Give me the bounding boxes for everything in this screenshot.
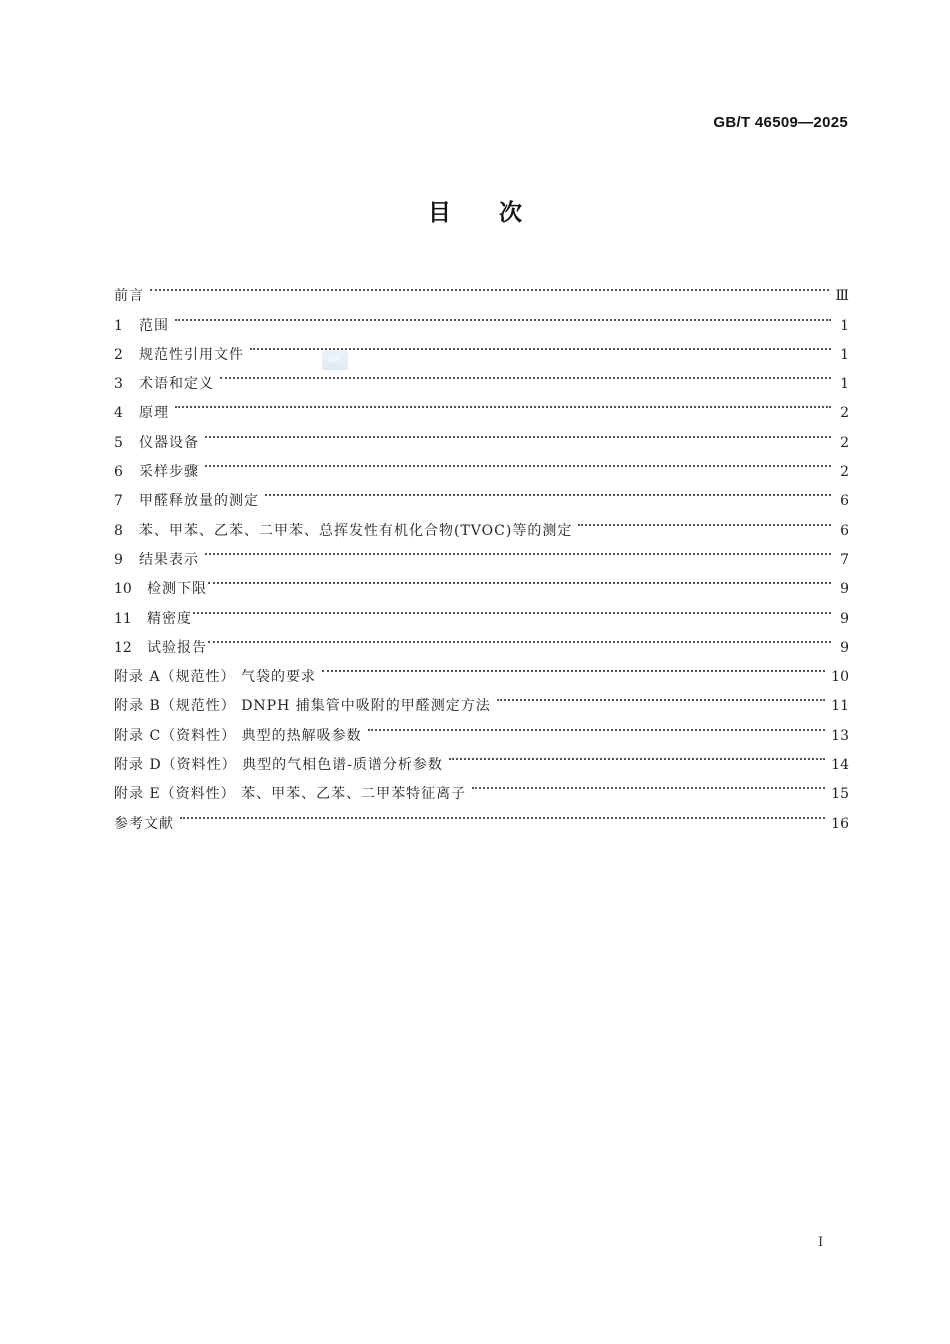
toc-entry-label: 检测下限 — [147, 581, 207, 598]
toc-title: 目次 — [428, 200, 570, 226]
toc-entry-page: 2 — [840, 434, 849, 451]
toc-entry-foreword[interactable] — [114, 271, 849, 305]
toc-leader — [322, 652, 825, 681]
toc-entry-9[interactable] — [114, 535, 849, 568]
toc-entry-5[interactable] — [114, 417, 849, 451]
toc-leader — [578, 505, 831, 534]
toc-entry-number: 5 — [114, 434, 123, 451]
toc-leader — [472, 769, 825, 798]
toc-entry-label: 附录 C（资料性） 典型的热解吸参数 — [114, 727, 362, 744]
toc-leader — [497, 681, 825, 710]
toc-entry-label: 试验报告 — [147, 639, 207, 656]
toc-entry-label: 参考文献 — [114, 815, 174, 832]
toc-entry-page: Ⅲ — [835, 288, 849, 305]
toc-entry-page: 6 — [840, 522, 849, 539]
toc-entry-annex-a[interactable] — [114, 652, 849, 686]
toc-entry-page: 10 — [831, 669, 849, 686]
toc-entry-label: 附录 E（资料性） 苯、甲苯、乙苯、二甲苯特征离子 — [114, 786, 467, 803]
table-of-contents — [114, 271, 849, 832]
toc-leader — [208, 623, 831, 652]
toc-entry-label: 附录 A（规范性） 气袋的要求 — [114, 669, 317, 686]
toc-entry-11[interactable] — [114, 593, 849, 627]
toc-entry-page: 6 — [840, 493, 849, 510]
toc-entry-label: 范围 — [139, 317, 169, 334]
standard-code: GB/T 46509—2025 — [713, 114, 848, 131]
toc-leader — [250, 330, 831, 359]
toc-entry-number: 8 — [114, 522, 123, 539]
toc-entry-page: 2 — [840, 464, 849, 481]
toc-entry-number: 7 — [114, 493, 123, 510]
toc-entry-label: 附录 D（资料性） 典型的气相色谱-质谱分析参数 — [114, 757, 443, 774]
toc-entry-label: 规范性引用文件 — [139, 346, 244, 363]
toc-entry-label: 原理 — [139, 405, 169, 422]
toc-entry-page: 14 — [831, 757, 849, 774]
toc-leader — [265, 476, 831, 505]
toc-entry-page: 15 — [831, 786, 849, 803]
toc-entry-number: 12 — [114, 639, 132, 656]
toc-leader — [205, 417, 831, 446]
toc-entry-3[interactable] — [114, 359, 849, 393]
toc-leader — [180, 798, 825, 827]
toc-entry-bibliography[interactable] — [114, 798, 849, 832]
toc-entry-label: 术语和定义 — [139, 376, 214, 393]
toc-entry-label: 采样步骤 — [139, 464, 199, 481]
toc-entry-page: 2 — [840, 405, 849, 422]
toc-leader — [205, 535, 831, 564]
toc-leader — [150, 271, 829, 300]
toc-leader — [208, 564, 831, 593]
toc-entry-number: 1 — [114, 317, 123, 334]
toc-leader — [205, 447, 831, 476]
toc-entry-page: 1 — [840, 376, 849, 393]
toc-entry-4[interactable] — [114, 388, 849, 422]
toc-entry-1[interactable] — [114, 300, 849, 334]
toc-entry-label: 前言 — [114, 288, 144, 305]
toc-leader — [220, 359, 831, 388]
toc-entry-page: 1 — [840, 317, 849, 334]
toc-entry-page: 9 — [840, 581, 849, 598]
toc-entry-12[interactable] — [114, 623, 849, 656]
toc-entry-6[interactable] — [114, 447, 849, 481]
toc-entry-label: 苯、甲苯、乙苯、二甲苯、总挥发性有机化合物(TVOC)等的测定 — [139, 522, 573, 539]
toc-entry-page: 1 — [840, 346, 849, 363]
toc-entry-page: 9 — [840, 639, 849, 656]
toc-entry-7[interactable] — [114, 476, 849, 510]
toc-entry-label: 精密度 — [147, 610, 192, 627]
toc-entry-label: 仪器设备 — [139, 434, 199, 451]
toc-entry-number: 6 — [114, 464, 123, 481]
toc-leader — [175, 388, 831, 417]
toc-entry-number: 9 — [114, 551, 123, 568]
toc-leader — [175, 300, 831, 329]
toc-entry-number: 11 — [114, 610, 132, 627]
toc-entry-number: 3 — [114, 376, 123, 393]
toc-entry-page: 11 — [831, 698, 849, 715]
toc-entry-label: 结果表示 — [139, 551, 199, 568]
toc-entry-label: 甲醛释放量的测定 — [139, 493, 259, 510]
toc-leader — [449, 740, 825, 769]
watermark-logo: SPC — [322, 350, 348, 370]
toc-entry-10[interactable] — [114, 564, 849, 598]
toc-entry-number: 10 — [114, 581, 132, 598]
toc-entry-label: 附录 B（规范性） DNPH 捕集管中吸附的甲醛测定方法 — [114, 698, 491, 715]
toc-entry-number: 2 — [114, 346, 123, 363]
toc-leader — [193, 593, 831, 622]
page-number: I — [818, 1235, 824, 1250]
toc-entry-number: 4 — [114, 405, 123, 422]
toc-leader — [368, 710, 826, 739]
toc-entry-page: 9 — [840, 610, 849, 627]
toc-entry-page: 7 — [840, 551, 849, 568]
toc-entry-page: 16 — [831, 815, 849, 832]
toc-entry-page: 13 — [831, 727, 849, 744]
